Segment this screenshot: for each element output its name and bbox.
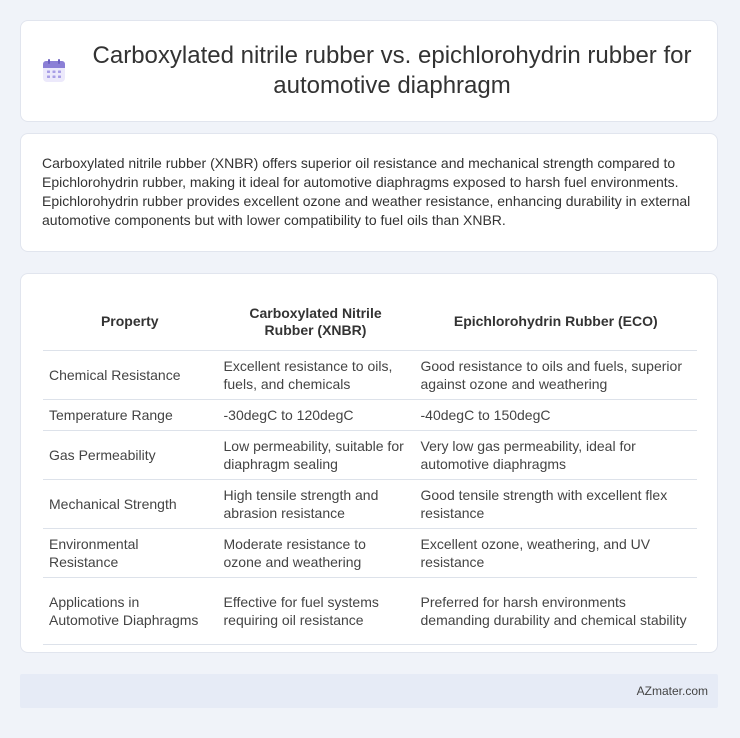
table-cell: Excellent ozone, weathering, and UV resistance (414, 528, 697, 577)
table-cell: Low permeability, suitable for diaphragm sealing (217, 430, 414, 479)
header-xnbr: Carboxylated Nitrile Rubber (XNBR) (217, 294, 414, 350)
footer-brand: AZmater.com (636, 684, 708, 698)
table-cell: Mechanical Strength (43, 479, 217, 528)
page-title: Carboxylated nitrile rubber vs. epichlorohydrin rubber for automotive diaphragm (92, 42, 692, 99)
table-row (43, 399, 697, 430)
table-cell: Very low gas permeability, ideal for automotive diaphragms (414, 430, 697, 479)
header-property: Property (43, 294, 217, 350)
table-header-row (43, 294, 697, 350)
intro-paragraph: Carboxylated nitrile rubber (XNBR) offers superior oil resistance and mechanical strength compared to Epichlorohydrin rubber, making it ideal for automotive diaphragms exposed to harsh fuel environments. Epichlorohydrin rubber provides excellent ozone and weather resistance, enhancing durability in external automotive components but with lower compatibility to fuel oils than XNBR. (42, 155, 691, 228)
table-cell: Gas Permeability (43, 430, 217, 479)
title-wrap (17, 41, 721, 101)
comparison-card (20, 273, 718, 653)
table-cell: Moderate resistance to ozone and weathering (217, 528, 414, 577)
calendar-icon (41, 58, 67, 84)
table-row (43, 577, 697, 644)
footer-bar (20, 674, 718, 708)
comparison-table (43, 294, 697, 645)
table-cell: Chemical Resistance (43, 350, 217, 399)
title-card (20, 20, 718, 122)
table-row (43, 350, 697, 399)
table-row (43, 479, 697, 528)
header-eco: Epichlorohydrin Rubber (ECO) (414, 294, 697, 350)
intro-card (20, 133, 718, 252)
table-cell: Good resistance to oils and fuels, superior against ozone and weathering (414, 350, 697, 399)
table-row (43, 528, 697, 577)
table-cell: Good tensile strength with excellent flex resistance (414, 479, 697, 528)
table-row (43, 430, 697, 479)
table-cell: Applications in Automotive Diaphragms (43, 577, 217, 644)
table-cell: -30degC to 120degC (217, 399, 414, 430)
table-cell: Preferred for harsh environments demanding durability and chemical stability (414, 577, 697, 644)
table-cell: Temperature Range (43, 399, 217, 430)
table-cell: Excellent resistance to oils, fuels, and chemicals (217, 350, 414, 399)
table-cell: Environmental Resistance (43, 528, 217, 577)
table-cell: -40degC to 150degC (414, 399, 697, 430)
table-cell: Effective for fuel systems requiring oil resistance (217, 577, 414, 644)
table-cell: High tensile strength and abrasion resistance (217, 479, 414, 528)
